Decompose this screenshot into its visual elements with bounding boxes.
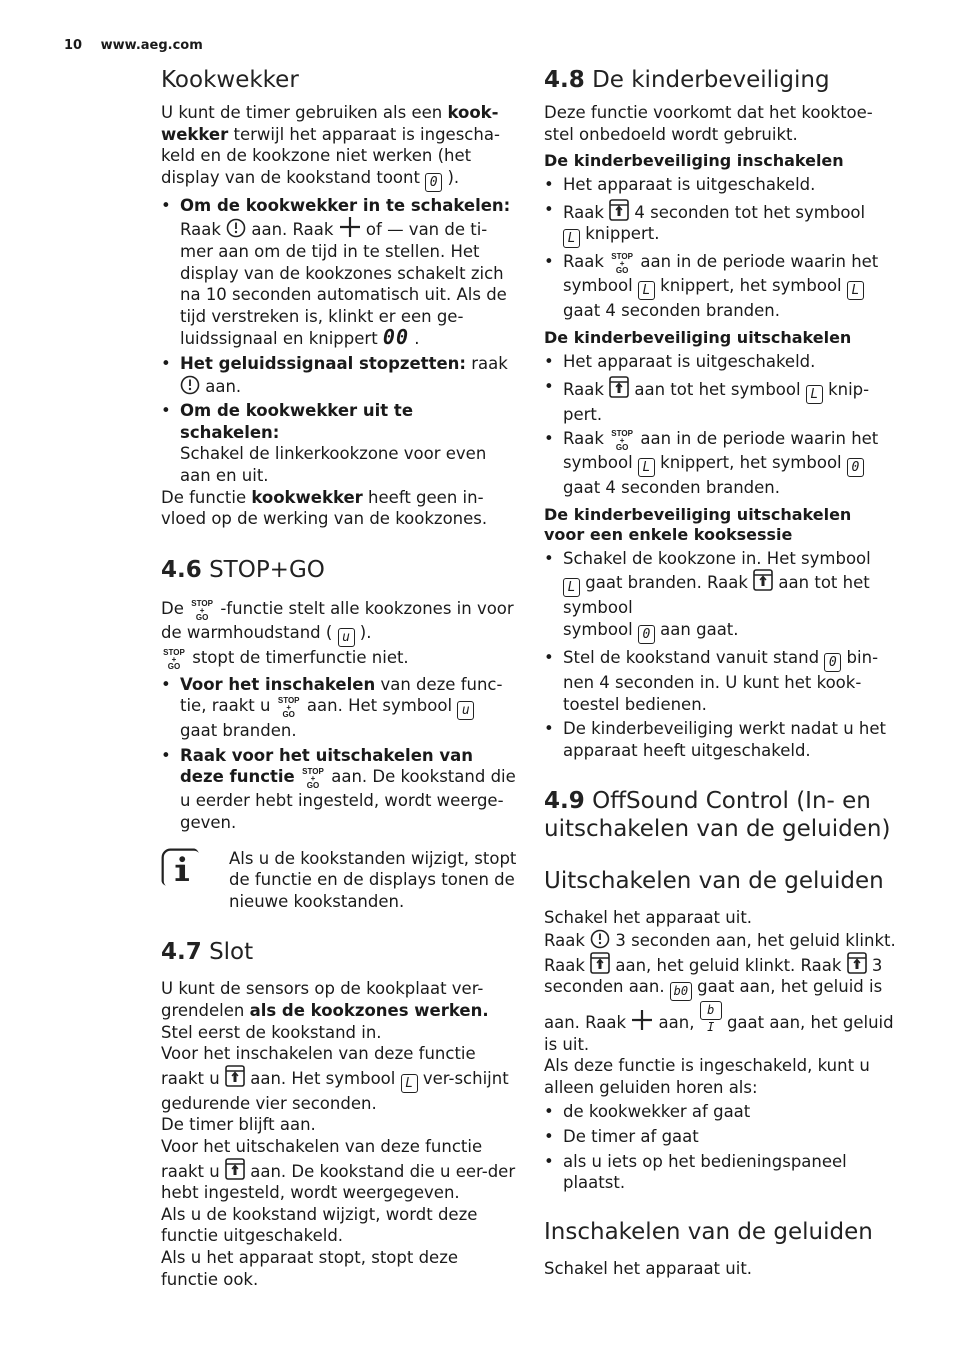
- stopgo-intro: De STOP + GO -functie stelt alle kookzones in voor de warmhoudstand ( u ).: [161, 598, 514, 645]
- geluid-uit-p2: Raak 3 seconden aan, het geluid klinkt. Raak aan, het geluid klinkt. Raak 3 seconden aan. b0 gaat aan, het geluid is aan. Raak aan, b I gaat aan, het geluid is uit.: [544, 930, 896, 1054]
- zero-symbol: 0: [847, 458, 864, 477]
- list-item: • Het apparaat is uitgeschakeld.: [544, 174, 896, 196]
- list-item: • Om de kookwekker uit te schakelen: Schakel de linkerkookzone voor even aan en uit.: [161, 400, 517, 486]
- kinder-in-list: [544, 174, 896, 322]
- list-item: • Om de kookwekker in te schakelen: Raak aan. Raak of — van de ti-mer aan om de tijd in te stellen. Het display van de kookzones schakelt zich na 10 seconden automatisch uit. Als de tijd verstreken is, klinkt er een ge-luidssignaal en knippert 00 .: [161, 195, 517, 350]
- b1-symbol: b I: [700, 1001, 722, 1020]
- plus-icon: [339, 216, 361, 238]
- kinder-enkel-list: [544, 548, 896, 762]
- list-item: • Het apparaat is uitgeschakeld.: [544, 351, 896, 373]
- stop-go-icon: STOP + GO: [611, 429, 633, 453]
- l-symbol: L: [847, 281, 864, 300]
- lock-key-icon: [609, 199, 629, 221]
- kinder-in-heading: De kinderbeveiliging inschakelen: [544, 151, 844, 171]
- section-4-7-title: 4.7 Slot: [161, 939, 254, 966]
- website: www.aeg.com: [100, 38, 203, 53]
- plus-icon: [631, 1009, 653, 1031]
- slot-p1: U kunt de sensors op de kookplaat ver-grendelen als de kookzones werken.: [161, 979, 489, 1021]
- l-symbol: L: [638, 458, 655, 477]
- kinder-intro: Deze functie voorkomt dat het kooktoe-stel onbedoeld wordt gebruikt.: [544, 103, 873, 144]
- lock-key-icon: [225, 1158, 245, 1180]
- u-symbol: u: [338, 628, 355, 647]
- list-item: • Raak voor het uitschakelen van deze functie STOP + GO aan. De kookstand die u eerder hebt ingesteld, wordt weerge-geven.: [161, 745, 517, 834]
- slot-p2: Stel eerst de kookstand in.: [161, 1022, 382, 1042]
- slot-p3: Voor het inschakelen van deze functie raakt u aan. Het symbool L ver-schijnt gedurende vier seconden.: [161, 1044, 509, 1113]
- lock-key-icon: [847, 952, 867, 974]
- kinder-uit-list: [544, 351, 896, 499]
- double-zero-symbol: 00: [382, 325, 410, 350]
- timer-icon: [180, 375, 200, 395]
- stop-go-icon: STOP + GO: [611, 252, 633, 276]
- kookwekker-title: Kookwekker: [161, 67, 299, 93]
- stopgo-list: [161, 674, 517, 834]
- list-item: • Raak 4 seconden tot het symbool L knippert.: [544, 199, 896, 249]
- stopgo-note: STOP + GO stopt de timerfunctie niet.: [161, 647, 517, 671]
- l-symbol: L: [563, 229, 580, 248]
- u-symbol: u: [457, 701, 474, 720]
- kinder-uit-heading: De kinderbeveiliging uitschakelen: [544, 327, 852, 347]
- kinder-enkel-heading: De kinderbeveiliging uitschakelen voor een enkele kooksessie: [544, 504, 852, 544]
- l-symbol: L: [401, 1074, 418, 1093]
- geluid-uit-p1: Schakel het apparaat uit.: [544, 908, 753, 928]
- geluid-uit-p3: Als deze functie is ingeschakeld, kunt u alleen geluiden horen als:: [544, 1056, 870, 1097]
- zero-symbol: 0: [425, 173, 442, 192]
- l-symbol: L: [806, 385, 823, 404]
- zero-symbol: 0: [638, 625, 655, 644]
- uitschakelen-geluiden-title: Uitschakelen van de geluiden: [544, 868, 884, 895]
- timer-icon: [226, 218, 246, 238]
- slot-p4: De timer blijft aan.: [161, 1115, 316, 1135]
- zero-symbol: 0: [824, 653, 841, 672]
- geluid-in-p1: Schakel het apparaat uit.: [544, 1258, 753, 1278]
- lock-key-icon: [590, 952, 610, 974]
- section-4-9-title: 4.9 OffSound Control (In- en uitschakelen van de geluiden): [544, 788, 891, 843]
- list-item: • Raak aan tot het symbool L knip-pert.: [544, 376, 896, 426]
- l-symbol: L: [638, 281, 655, 300]
- kookwekker-list: [161, 195, 517, 487]
- b0-symbol: b0: [670, 982, 692, 1001]
- page-header: [64, 38, 203, 53]
- list-item: • Raak STOP + GO aan in de periode waarin het symbool L knippert, het symbool L gaat 4 seconden branden.: [544, 251, 896, 322]
- stop-go-icon: STOP + GO: [277, 696, 300, 720]
- list-item: • Raak STOP + GO aan in de periode waarin het symbool L knippert, het symbool 0 gaat 4 seconden branden.: [544, 428, 896, 499]
- lock-key-icon: [225, 1065, 245, 1087]
- info-note: [161, 848, 517, 913]
- kookwekker-note: De functie kookwekker heeft geen in-vloed op de werking van de kookzones.: [161, 487, 488, 529]
- slot-p5: Voor het uitschakelen van deze functie raakt u aan. De kookstand die u eer-der hebt ingesteld, wordt weergegeven.: [161, 1137, 516, 1203]
- section-4-6-title: 4.6 STOP+GO: [161, 556, 325, 583]
- info-text: Als u de kookstanden wijzigt, stopt de functie en de displays tonen de nieuwe kookstanden.: [229, 848, 517, 911]
- kookwekker-intro: U kunt de timer gebruiken als een kook-wekker terwijl het apparaat is ingescha-keld en de kookzone niet werken (het display van de kookstand toont 0 ).: [161, 103, 500, 190]
- list-item: • Het geluidssignaal stopzetten: raak aan.: [161, 353, 517, 397]
- slot-p7: Als u het apparaat stopt, stopt deze functie ook.: [161, 1247, 459, 1289]
- list-item: • De kinderbeveiliging werkt nadat u het apparaat heeft uitgeschakeld.: [544, 718, 896, 761]
- stop-go-icon: STOP + GO: [302, 767, 324, 791]
- lock-key-icon: [609, 376, 629, 398]
- list-item: • Voor het inschakelen van deze func-tie, raakt u STOP + GO aan. Het symbool u gaat branden.: [161, 674, 517, 742]
- slot-p6: Als u de kookstand wijzigt, wordt deze functie uitgeschakeld.: [161, 1204, 478, 1246]
- lock-key-icon: [753, 569, 773, 591]
- timer-icon: [590, 929, 610, 949]
- stop-go-icon: STOP + GO: [191, 598, 213, 622]
- list-item: • Schakel de kookzone in. Het symbool L gaat branden. Raak aan tot het symbool symbool 0 aan gaat.: [544, 548, 896, 644]
- geluid-list: [544, 1101, 896, 1193]
- list-item: • de kookwekker af gaat: [544, 1101, 896, 1123]
- info-icon: [161, 848, 199, 886]
- list-item: • Stel de kookstand vanuit stand 0 bin-nen 4 seconden in. U kunt het kook-toestel bedienen.: [544, 647, 896, 715]
- right-column: [544, 66, 896, 1279]
- inschakelen-geluiden-title: Inschakelen van de geluiden: [544, 1218, 873, 1245]
- page-number: 10: [64, 38, 83, 53]
- list-item: • als u iets op het bedieningspaneel plaatst.: [544, 1151, 896, 1194]
- list-item: • De timer af gaat: [544, 1126, 896, 1148]
- l-symbol: L: [563, 578, 580, 597]
- section-4-8-title: 4.8 De kinderbeveiliging: [544, 67, 830, 93]
- stop-go-icon: STOP + GO: [163, 647, 185, 671]
- left-column: [161, 66, 517, 1290]
